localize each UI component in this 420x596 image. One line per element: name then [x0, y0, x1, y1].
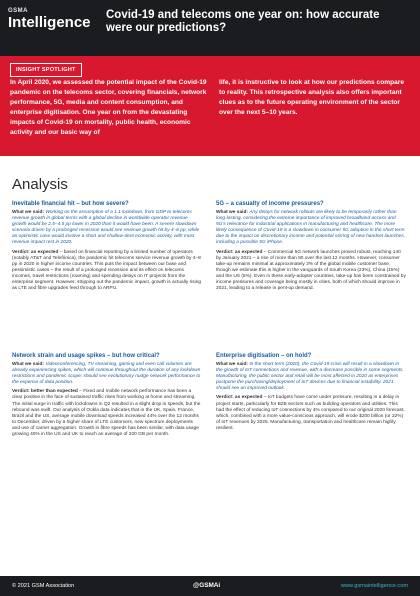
page-header: [0, 0, 420, 56]
what-we-said: What we said: Videoconferencing, TV streaming, gaming and even call volumes are already experiencing spikes, which will continue throughout the duration of any lockdown restrictions and pandemic scope; should see evolutionary nudge network performance to the expense of data position.: [12, 362, 201, 386]
section-heading: 5G – a casualty of income pressures?: [216, 201, 324, 207]
intro-text-right: life, it is instructive to look at how our predictions compare to reality. This retrospective analysis also offers important clues as to the future operating environment of the sector over the next 5–10 years.: [219, 79, 405, 116]
page-title: Covid-19 and telecoms one year on: how accurate were our predictions?: [106, 9, 380, 34]
intro-banner: [0, 56, 420, 156]
logo-small-text: GSMA: [8, 8, 28, 14]
section-heading: Enterprise digitisation – on hold?: [216, 353, 312, 359]
right-column: [216, 200, 406, 295]
verdict: Verdict: as expected – Commercial 5G network launches proved robust, reaching 140 by January 2021 – a rise of more than 80 over the last 12 months. However, consumer take-up remains minimal at approximately 3% of the global mobile customer base, though we estimate this is higher in the vanguards of South Korea (23%), China (15%) and the US (5%). Even in these early-adopter countries, take-up has been constrained by income pressures and coverage being mostly in cities, both of which should improve in 2021, leading to a release in pent-up demand.: [216, 249, 406, 292]
verdict: Verdict: better than expected – Fixed and mobile network performance has been a clear positive in the face of sustained traffic rises from working at home and streaming. The initial surge in traffic with lockdowns in Q2 resulted in a slight drop in speeds, but the rebound was swift. Our analysis of Ookla data indicates that in the UK, Spain, France, Brazil and the US, average mobile download speeds increased 44% over the 12 months to December, driven by a higher share of LTE customers, new spectrum deployments and use of carrier aggregation. Growth in fibre speeds has been similar, with data usage growing 40% in the US and UK to reach an average of 320 GB per month.: [12, 389, 201, 438]
logo-big-text: Intelligence: [8, 14, 91, 31]
gsma-intelligence-logo: [8, 8, 91, 31]
what-we-said: What we said: Any delays for network rollouts are likely to be temporarily rather than long-lasting, considering the extreme importance of improved broadband access and 5G's relevance for industrial applications in manufacturing and healthcare. The more likely consequence of Covid-19 is a slowdown in consumer 5G adoption in the short term due to the impact on discretionary income and potential stirring of new handset launches, including a possible 5G iPhone.: [216, 210, 406, 246]
what-we-said: What we said: Working on the assumption of a 1.1 lockdown, from GDP to telecoms revenue growth in global terms with a global decline in worldwide operator revenue growth would be 2.5–4.5 pp lower in 2020 than it would have been. A severe slowdown scenario driven by a prolonged recession would see revenue growth hit by 4–6 pp, while an optimistic case would involve a short and shallow-dent economic activity, with most revenue impact rest in 2020.: [12, 210, 200, 246]
left-column-2: [12, 352, 202, 441]
page-footer: [0, 576, 420, 596]
verdict: Verdict: as expected – based on financial reporting by a limited number of operators (notably AT&T and Telefónica), the pandemic hit telecoms service revenue growth by 4–8 pp in 2020 in higher income countries. This puts the impact between our base and pessimistic cases – the result of a prolonged recession and its effect on telecoms incomes, travel restrictions (roaming) and spending delays on IT projects from the enterprise segment. However, stripping out the pandemic impact, growth is actually rising as LTE and fibre upgrades feed through to ARPU.: [12, 249, 202, 292]
left-column: [12, 200, 202, 295]
section-heading: Network strain and usage spikes – but how critical?: [12, 353, 160, 359]
what-we-said: What we said: In the short term (2020), the Covid-19 crisis will result in a slowdown in the growth of IoT connections and revenue, with a decrease possible in some segments. Manufacturing, the public sector and retail will be most affected in 2020 as enterprises postpone the purchasing/deployment of IoT devices due to financial instability. 2021 should see an improved outlook.: [216, 362, 404, 392]
website-link[interactable]: www.gsmaintelligence.com: [340, 583, 408, 589]
section-heading: Inevitable financial hit – but how severe?: [12, 201, 129, 207]
intro-text-left: In April 2020, we assessed the potential impact of the Covid-19 pandemic on the telecoms sector, covering financials, network performance, 5G, media and content consumption, and enterprise digitisation. One year on from the devastating impacts of Covid-19 on mortality, public health, economic activity and our basic way of: [10, 79, 207, 136]
insight-spotlight-badge: INSIGHT SPOTLIGHT: [10, 63, 82, 77]
analysis-heading: Analysis: [12, 176, 68, 193]
right-column-2: [216, 352, 406, 435]
twitter-handle: @GSMAi: [193, 582, 221, 589]
copyright-text: © 2021 GSM Association: [12, 583, 75, 589]
verdict: Verdict: as expected – IoT budgets have come under pressure, resulting in a delay in project starts, particularly for B2B sectors such as building operators and utilities. This had the effect of reducing IoT connections by 4% compared to our original 2020 forecast, which, combined with a more value-conscious approach, will erode $200 billion (or 22%) of IoT revenues by 2025. Manufacturing, transportation and healthcare remain highly resilient.: [216, 395, 405, 431]
